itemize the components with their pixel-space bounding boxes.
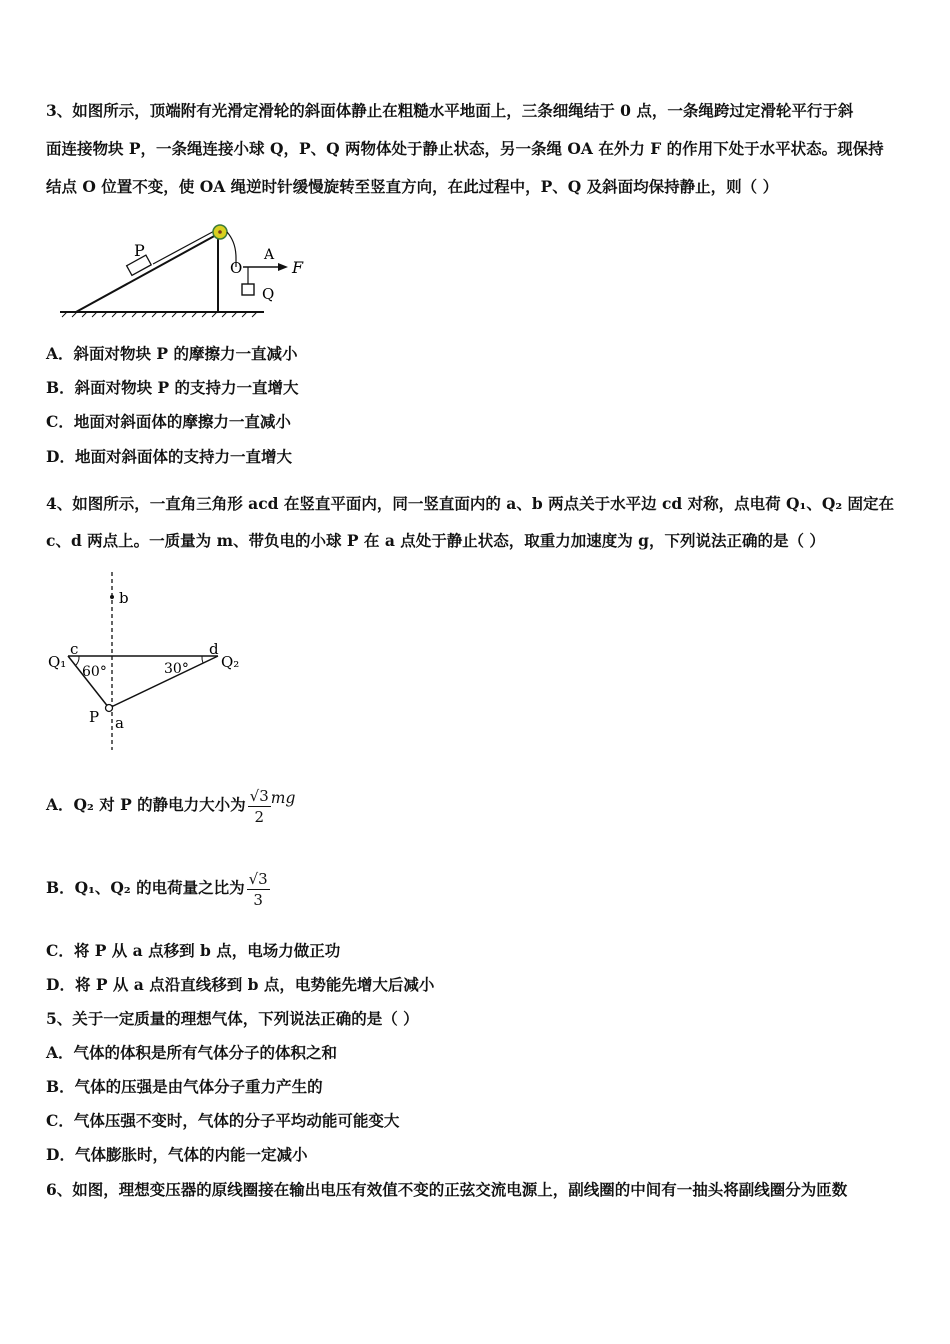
angle-30-arc bbox=[202, 656, 203, 663]
q3-stem-line-1: 3、如图所示，顶端附有光滑定滑轮的斜面体静止在粗糙水平地面上，三条细绳结于 0 点，一条绳跨过定滑轮平行于斜 bbox=[46, 101, 854, 120]
label-q: Q bbox=[262, 285, 275, 303]
q4-option-d[interactable]: D．将 P 从 a 点沿直线移到 b 点，电势能先增大后减小 bbox=[46, 975, 435, 994]
incline-surface bbox=[76, 234, 218, 312]
fraction-denominator: 3 bbox=[253, 890, 263, 909]
pulley-axle bbox=[218, 230, 222, 234]
q4-option-a[interactable] bbox=[46, 775, 295, 836]
q5-option-b[interactable]: B．气体的压强是由气体分子重力产生的 bbox=[46, 1077, 323, 1096]
label-q2: Q₂ bbox=[221, 653, 240, 671]
q5-option-d[interactable]: D．气体膨胀时，气体的内能一定减小 bbox=[46, 1145, 308, 1164]
q4-option-b-fraction bbox=[247, 869, 270, 910]
rope-to-p bbox=[153, 229, 218, 264]
label-a: A bbox=[264, 247, 275, 263]
ball-q bbox=[242, 284, 254, 295]
label-o: O bbox=[230, 259, 243, 277]
point-b bbox=[110, 595, 114, 599]
label-p: P bbox=[89, 708, 100, 726]
q4-option-a-text: A．Q₂ 对 P 的静电力大小为 bbox=[46, 795, 246, 814]
q4-stem-line-2: c、d 两点上。一质量为 m、带负电的小球 P 在 a 点处于静止状态，取重力加速度为 g，下列说法正确的是（ ） bbox=[46, 531, 825, 550]
label-q1: Q₁ bbox=[48, 653, 67, 671]
q5-stem: 5、关于一定质量的理想气体，下列说法正确的是（ ） bbox=[46, 1009, 419, 1028]
ball-p bbox=[106, 705, 113, 712]
q4-option-c[interactable]: C．将 P 从 a 点移到 b 点，电场力做正功 bbox=[46, 941, 341, 960]
q4-option-b[interactable] bbox=[46, 858, 270, 918]
q3-option-a[interactable]: A．斜面对物块 P 的摩擦力一直减小 bbox=[46, 344, 298, 363]
q3-incline-figure bbox=[58, 220, 318, 320]
force-arrow-head bbox=[278, 263, 288, 271]
q5-option-a[interactable]: A．气体的体积是所有气体分子的体积之和 bbox=[46, 1043, 338, 1062]
q3-stem-line-2: 面连接物块 P，一条绳连接小球 Q，P、Q 两物体处于静止状态，另一条绳 OA 在外力 F 的作用下处于水平状态。现保持 bbox=[46, 139, 884, 158]
q4-option-a-mg: mg bbox=[270, 789, 296, 807]
q6-stem: 6、如图，理想变压器的原线圈接在输出电压有效值不变的正弦交流电源上，副线圈的中间有一抽头将副线圈分为匝数 bbox=[46, 1180, 848, 1199]
fraction-denominator: 2 bbox=[254, 807, 264, 826]
label-60: 60° bbox=[82, 664, 107, 680]
q3-option-d[interactable]: D．地面对斜面体的支持力一直增大 bbox=[46, 447, 292, 466]
q3-stem-line-3: 结点 O 位置不变，使 OA 绳逆时针缓慢旋转至竖直方向，在此过程中，P、Q 及斜面均保持静止，则（ ） bbox=[46, 177, 779, 196]
q4-option-a-fraction bbox=[248, 786, 271, 827]
label-a: a bbox=[115, 714, 124, 732]
label-c: c bbox=[70, 640, 79, 658]
fraction-numerator: √3 bbox=[249, 786, 269, 805]
q5-option-c[interactable]: C．气体压强不变时，气体的分子平均动能可能变大 bbox=[46, 1111, 400, 1130]
label-d: d bbox=[209, 640, 219, 658]
q3-option-b[interactable]: B．斜面对物块 P 的支持力一直增大 bbox=[46, 378, 299, 397]
q3-option-c[interactable]: C．地面对斜面体的摩擦力一直减小 bbox=[46, 412, 291, 431]
label-p: P bbox=[134, 241, 145, 260]
label-f: F bbox=[292, 258, 304, 277]
fraction-numerator: √3 bbox=[248, 869, 268, 888]
q4-option-b-text: B．Q₁、Q₂ 的电荷量之比为 bbox=[46, 878, 245, 897]
q4-triangle-figure bbox=[46, 570, 256, 760]
label-30: 30° bbox=[164, 661, 189, 677]
q4-stem-line-1: 4、如图所示，一直角三角形 acd 在竖直平面内，同一竖直面内的 a、b 两点关于水平边 cd 对称，点电荷 Q₁、Q₂ 固定在 bbox=[46, 494, 895, 513]
label-b: b bbox=[119, 589, 129, 607]
